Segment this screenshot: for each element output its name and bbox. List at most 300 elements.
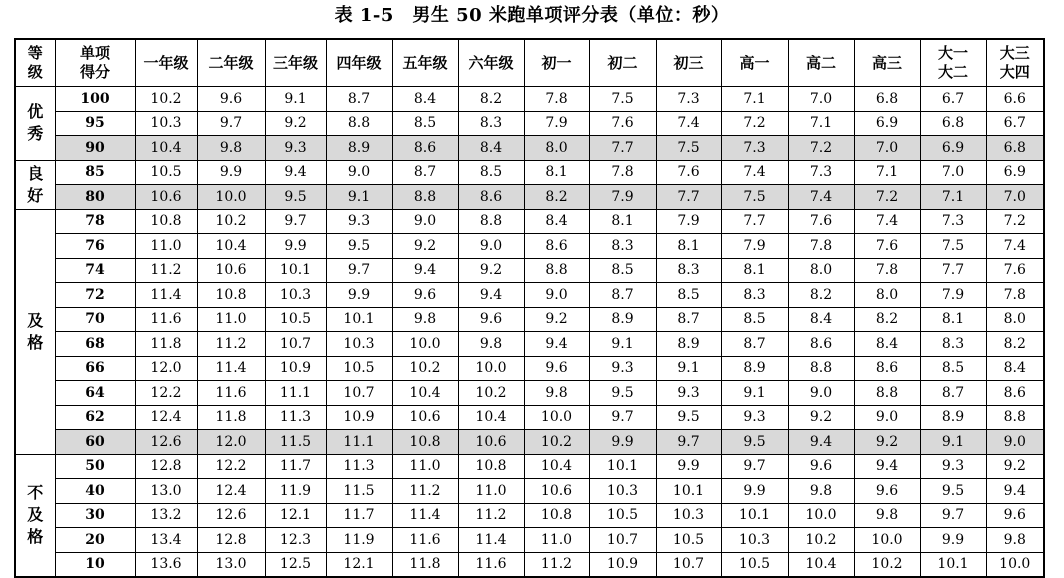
- time-cell: 8.3: [721, 283, 788, 308]
- time-cell: 13.2: [135, 503, 197, 528]
- time-cell: 9.8: [854, 503, 920, 528]
- time-cell: 8.7: [326, 87, 392, 112]
- time-cell: 8.4: [788, 307, 854, 332]
- time-cell: 7.9: [524, 111, 589, 136]
- time-cell: 7.5: [589, 87, 656, 112]
- time-cell: 10.0: [197, 185, 265, 210]
- time-cell: 7.2: [788, 136, 854, 161]
- time-cell: 9.5: [721, 430, 788, 455]
- time-cell: 9.3: [920, 454, 986, 479]
- time-cell: 8.1: [721, 258, 788, 283]
- table-row: [15, 111, 1044, 136]
- time-cell: 7.9: [920, 283, 986, 308]
- time-cell: 9.0: [458, 234, 524, 259]
- time-cell: 10.2: [854, 552, 920, 577]
- time-cell: 11.4: [458, 528, 524, 553]
- time-cell: 13.0: [135, 479, 197, 504]
- grade-header: 高一: [721, 39, 788, 87]
- time-cell: 10.0: [458, 356, 524, 381]
- time-cell: 11.9: [326, 528, 392, 553]
- time-cell: 9.3: [265, 136, 326, 161]
- time-cell: 7.2: [721, 111, 788, 136]
- time-cell: 8.8: [854, 381, 920, 406]
- time-cell: 7.4: [721, 160, 788, 185]
- time-cell: 7.6: [656, 160, 721, 185]
- time-cell: 10.8: [458, 454, 524, 479]
- time-cell: 8.2: [524, 185, 589, 210]
- time-cell: 7.3: [920, 209, 986, 234]
- time-cell: 9.0: [524, 283, 589, 308]
- time-cell: 10.1: [589, 454, 656, 479]
- time-cell: 9.1: [721, 381, 788, 406]
- time-cell: 7.1: [721, 87, 788, 112]
- time-cell: 9.2: [524, 307, 589, 332]
- time-cell: 10.7: [326, 381, 392, 406]
- time-cell: 11.3: [326, 454, 392, 479]
- time-cell: 10.8: [197, 283, 265, 308]
- time-cell: 7.0: [854, 136, 920, 161]
- time-cell: 10.2: [392, 356, 458, 381]
- score-cell: 100: [55, 87, 135, 112]
- time-cell: 7.8: [524, 87, 589, 112]
- time-cell: 10.0: [392, 332, 458, 357]
- time-cell: 13.6: [135, 552, 197, 577]
- time-cell: 9.6: [986, 503, 1044, 528]
- time-cell: 9.8: [458, 332, 524, 357]
- level-label: 良 好: [15, 160, 55, 209]
- time-cell: 8.6: [986, 381, 1044, 406]
- time-cell: 10.3: [656, 503, 721, 528]
- time-cell: 12.0: [135, 356, 197, 381]
- time-cell: 9.2: [788, 405, 854, 430]
- table-row: [15, 356, 1044, 381]
- time-cell: 9.8: [788, 479, 854, 504]
- time-cell: 8.4: [854, 332, 920, 357]
- time-cell: 12.1: [326, 552, 392, 577]
- time-cell: 10.1: [920, 552, 986, 577]
- time-cell: 8.2: [788, 283, 854, 308]
- time-cell: 13.0: [197, 552, 265, 577]
- time-cell: 7.8: [854, 258, 920, 283]
- time-cell: 8.6: [458, 185, 524, 210]
- time-cell: 9.6: [854, 479, 920, 504]
- time-cell: 10.8: [135, 209, 197, 234]
- time-cell: 9.3: [656, 381, 721, 406]
- time-cell: 8.6: [392, 136, 458, 161]
- time-cell: 9.8: [524, 381, 589, 406]
- time-cell: 10.4: [788, 552, 854, 577]
- time-cell: 7.3: [656, 87, 721, 112]
- time-cell: 11.7: [326, 503, 392, 528]
- time-cell: 9.8: [392, 307, 458, 332]
- time-cell: 9.9: [326, 283, 392, 308]
- time-cell: 9.7: [197, 111, 265, 136]
- score-cell: 80: [55, 185, 135, 210]
- time-cell: 9.1: [589, 332, 656, 357]
- time-cell: 8.7: [656, 307, 721, 332]
- time-cell: 8.8: [458, 209, 524, 234]
- table-row: [15, 430, 1044, 455]
- time-cell: 7.8: [788, 234, 854, 259]
- time-cell: 7.1: [788, 111, 854, 136]
- time-cell: 9.2: [265, 111, 326, 136]
- time-cell: 10.0: [986, 552, 1044, 577]
- time-cell: 10.2: [135, 87, 197, 112]
- grade-header: 四年级: [326, 39, 392, 87]
- time-cell: 10.7: [656, 552, 721, 577]
- time-cell: 11.5: [265, 430, 326, 455]
- time-cell: 7.1: [854, 160, 920, 185]
- time-cell: 11.9: [265, 479, 326, 504]
- time-cell: 10.2: [458, 381, 524, 406]
- time-cell: 10.5: [656, 528, 721, 553]
- grade-header: 初三: [656, 39, 721, 87]
- time-cell: 7.5: [721, 185, 788, 210]
- table-row: [15, 528, 1044, 553]
- table-row: [15, 503, 1044, 528]
- score-cell: 50: [55, 454, 135, 479]
- time-cell: 6.9: [920, 136, 986, 161]
- table-row: [15, 160, 1044, 185]
- time-cell: 11.2: [458, 503, 524, 528]
- time-cell: 9.3: [326, 209, 392, 234]
- time-cell: 8.4: [458, 136, 524, 161]
- time-cell: 7.2: [854, 185, 920, 210]
- time-cell: 7.0: [788, 87, 854, 112]
- time-cell: 11.6: [458, 552, 524, 577]
- time-cell: 8.2: [458, 87, 524, 112]
- time-cell: 7.2: [986, 209, 1044, 234]
- time-cell: 7.4: [986, 234, 1044, 259]
- table-row: [15, 479, 1044, 504]
- time-cell: 12.2: [197, 454, 265, 479]
- time-cell: 8.8: [788, 356, 854, 381]
- time-cell: 9.3: [589, 356, 656, 381]
- time-cell: 8.9: [656, 332, 721, 357]
- time-cell: 7.3: [788, 160, 854, 185]
- time-cell: 7.9: [589, 185, 656, 210]
- time-cell: 6.9: [986, 160, 1044, 185]
- time-cell: 10.5: [721, 552, 788, 577]
- time-cell: 10.4: [135, 136, 197, 161]
- time-cell: 8.1: [656, 234, 721, 259]
- table-row: [15, 234, 1044, 259]
- table-row: [15, 381, 1044, 406]
- time-cell: 9.4: [458, 283, 524, 308]
- time-cell: 8.3: [920, 332, 986, 357]
- time-cell: 9.6: [524, 356, 589, 381]
- grade-header: 一年级: [135, 39, 197, 87]
- time-cell: 8.4: [392, 87, 458, 112]
- time-cell: 7.7: [656, 185, 721, 210]
- time-cell: 8.0: [986, 307, 1044, 332]
- time-cell: 11.6: [392, 528, 458, 553]
- time-cell: 8.8: [524, 258, 589, 283]
- time-cell: 8.4: [524, 209, 589, 234]
- time-cell: 8.5: [721, 307, 788, 332]
- time-cell: 10.6: [135, 185, 197, 210]
- time-cell: 9.6: [788, 454, 854, 479]
- table-row: [15, 87, 1044, 112]
- time-cell: 9.2: [854, 430, 920, 455]
- time-cell: 8.3: [589, 234, 656, 259]
- time-cell: 10.5: [326, 356, 392, 381]
- time-cell: 8.9: [920, 405, 986, 430]
- time-cell: 9.0: [788, 381, 854, 406]
- time-cell: 11.8: [197, 405, 265, 430]
- time-cell: 9.4: [392, 258, 458, 283]
- time-cell: 10.3: [265, 283, 326, 308]
- time-cell: 8.5: [589, 258, 656, 283]
- time-cell: 9.9: [265, 234, 326, 259]
- level-column-header: 等 级: [15, 39, 55, 87]
- time-cell: 9.5: [920, 479, 986, 504]
- time-cell: 8.1: [589, 209, 656, 234]
- level-label: 不 及 格: [15, 454, 55, 577]
- time-cell: 9.7: [265, 209, 326, 234]
- time-cell: 9.7: [589, 405, 656, 430]
- time-cell: 9.9: [197, 160, 265, 185]
- time-cell: 10.1: [326, 307, 392, 332]
- time-cell: 9.8: [986, 528, 1044, 553]
- time-cell: 10.3: [326, 332, 392, 357]
- time-cell: 8.9: [326, 136, 392, 161]
- time-cell: 11.0: [392, 454, 458, 479]
- score-cell: 72: [55, 283, 135, 308]
- time-cell: 8.6: [854, 356, 920, 381]
- time-cell: 11.2: [524, 552, 589, 577]
- time-cell: 9.5: [265, 185, 326, 210]
- time-cell: 6.8: [920, 111, 986, 136]
- score-cell: 60: [55, 430, 135, 455]
- time-cell: 9.4: [524, 332, 589, 357]
- time-cell: 12.6: [197, 503, 265, 528]
- grade-header: 六年级: [458, 39, 524, 87]
- time-cell: 11.2: [197, 332, 265, 357]
- time-cell: 9.9: [656, 454, 721, 479]
- time-cell: 12.8: [135, 454, 197, 479]
- time-cell: 8.9: [589, 307, 656, 332]
- time-cell: 10.6: [392, 405, 458, 430]
- time-cell: 8.2: [854, 307, 920, 332]
- time-cell: 7.9: [721, 234, 788, 259]
- time-cell: 8.7: [920, 381, 986, 406]
- table-row: [15, 332, 1044, 357]
- time-cell: 10.4: [524, 454, 589, 479]
- time-cell: 11.4: [392, 503, 458, 528]
- score-cell: 62: [55, 405, 135, 430]
- time-cell: 9.0: [986, 430, 1044, 455]
- time-cell: 8.5: [392, 111, 458, 136]
- time-cell: 9.4: [788, 430, 854, 455]
- time-cell: 7.5: [920, 234, 986, 259]
- time-cell: 8.8: [392, 185, 458, 210]
- time-cell: 8.7: [392, 160, 458, 185]
- time-cell: 6.8: [986, 136, 1044, 161]
- time-cell: 10.6: [458, 430, 524, 455]
- time-cell: 9.2: [986, 454, 1044, 479]
- score-cell: 90: [55, 136, 135, 161]
- score-cell: 70: [55, 307, 135, 332]
- score-cell: 76: [55, 234, 135, 259]
- table-row: [15, 405, 1044, 430]
- grade-header: 高三: [854, 39, 920, 87]
- score-cell: 95: [55, 111, 135, 136]
- time-cell: 11.1: [265, 381, 326, 406]
- grade-header: 高二: [788, 39, 854, 87]
- time-cell: 9.2: [392, 234, 458, 259]
- time-cell: 12.1: [265, 503, 326, 528]
- time-cell: 9.9: [721, 479, 788, 504]
- time-cell: 6.8: [854, 87, 920, 112]
- time-cell: 10.2: [197, 209, 265, 234]
- score-cell: 66: [55, 356, 135, 381]
- time-cell: 10.0: [524, 405, 589, 430]
- time-cell: 9.9: [589, 430, 656, 455]
- time-cell: 9.7: [326, 258, 392, 283]
- time-cell: 10.9: [326, 405, 392, 430]
- table-row: [15, 258, 1044, 283]
- time-cell: 9.1: [920, 430, 986, 455]
- table-row: [15, 136, 1044, 161]
- time-cell: 9.1: [326, 185, 392, 210]
- time-cell: 9.7: [721, 454, 788, 479]
- time-cell: 7.6: [589, 111, 656, 136]
- time-cell: 10.3: [721, 528, 788, 553]
- time-cell: 10.5: [135, 160, 197, 185]
- time-cell: 10.7: [589, 528, 656, 553]
- time-cell: 10.4: [197, 234, 265, 259]
- time-cell: 10.7: [265, 332, 326, 357]
- time-cell: 10.2: [788, 528, 854, 553]
- time-cell: 7.0: [986, 185, 1044, 210]
- time-cell: 9.2: [458, 258, 524, 283]
- time-cell: 12.4: [135, 405, 197, 430]
- time-cell: 8.3: [656, 258, 721, 283]
- time-cell: 10.0: [788, 503, 854, 528]
- time-cell: 6.7: [920, 87, 986, 112]
- time-cell: 12.3: [265, 528, 326, 553]
- time-cell: 10.4: [458, 405, 524, 430]
- time-cell: 10.3: [589, 479, 656, 504]
- header-row: [15, 39, 1044, 87]
- time-cell: 8.8: [986, 405, 1044, 430]
- time-cell: 10.2: [524, 430, 589, 455]
- time-cell: 11.0: [135, 234, 197, 259]
- time-cell: 8.0: [788, 258, 854, 283]
- time-cell: 9.6: [197, 87, 265, 112]
- time-cell: 8.6: [524, 234, 589, 259]
- time-cell: 7.4: [656, 111, 721, 136]
- time-cell: 10.3: [135, 111, 197, 136]
- table-row: [15, 307, 1044, 332]
- time-cell: 10.0: [854, 528, 920, 553]
- table-row: [15, 552, 1044, 577]
- time-cell: 11.5: [326, 479, 392, 504]
- time-cell: 8.5: [458, 160, 524, 185]
- time-cell: 10.1: [265, 258, 326, 283]
- time-cell: 7.7: [920, 258, 986, 283]
- time-cell: 6.6: [986, 87, 1044, 112]
- time-cell: 8.2: [986, 332, 1044, 357]
- time-cell: 11.7: [265, 454, 326, 479]
- time-cell: 11.4: [135, 283, 197, 308]
- time-cell: 9.5: [589, 381, 656, 406]
- college-header-1-2: 大一 大二: [920, 39, 986, 87]
- time-cell: 10.6: [524, 479, 589, 504]
- score-table: [14, 38, 1045, 578]
- time-cell: 13.4: [135, 528, 197, 553]
- table-row: [15, 283, 1044, 308]
- time-cell: 11.8: [135, 332, 197, 357]
- time-cell: 11.3: [265, 405, 326, 430]
- college-header-3-4: 大三 大四: [986, 39, 1044, 87]
- time-cell: 11.0: [197, 307, 265, 332]
- time-cell: 10.5: [589, 503, 656, 528]
- score-cell: 85: [55, 160, 135, 185]
- time-cell: 10.9: [265, 356, 326, 381]
- time-cell: 9.1: [265, 87, 326, 112]
- time-cell: 7.6: [788, 209, 854, 234]
- score-cell: 30: [55, 503, 135, 528]
- time-cell: 10.4: [392, 381, 458, 406]
- time-cell: 10.1: [721, 503, 788, 528]
- time-cell: 7.1: [920, 185, 986, 210]
- time-cell: 9.6: [458, 307, 524, 332]
- time-cell: 7.4: [788, 185, 854, 210]
- time-cell: 9.9: [920, 528, 986, 553]
- time-cell: 8.1: [524, 160, 589, 185]
- time-cell: 9.6: [392, 283, 458, 308]
- time-cell: 12.8: [197, 528, 265, 553]
- time-cell: 9.0: [854, 405, 920, 430]
- time-cell: 11.1: [326, 430, 392, 455]
- time-cell: 7.8: [986, 283, 1044, 308]
- time-cell: 9.4: [854, 454, 920, 479]
- time-cell: 12.6: [135, 430, 197, 455]
- time-cell: 7.6: [854, 234, 920, 259]
- time-cell: 9.3: [721, 405, 788, 430]
- time-cell: 12.4: [197, 479, 265, 504]
- time-cell: 8.0: [854, 283, 920, 308]
- time-cell: 7.7: [589, 136, 656, 161]
- table-body: [15, 87, 1044, 578]
- time-cell: 8.4: [986, 356, 1044, 381]
- level-label: 及 格: [15, 209, 55, 454]
- time-cell: 9.8: [197, 136, 265, 161]
- time-cell: 7.7: [721, 209, 788, 234]
- time-cell: 8.5: [656, 283, 721, 308]
- time-cell: 11.8: [392, 552, 458, 577]
- time-cell: 8.0: [524, 136, 589, 161]
- time-cell: 7.4: [854, 209, 920, 234]
- level-label: 优 秀: [15, 87, 55, 161]
- score-cell: 10: [55, 552, 135, 577]
- time-cell: 7.9: [656, 209, 721, 234]
- table-row: [15, 209, 1044, 234]
- time-cell: 7.6: [986, 258, 1044, 283]
- time-cell: 7.0: [920, 160, 986, 185]
- time-cell: 10.8: [392, 430, 458, 455]
- time-cell: 11.0: [524, 528, 589, 553]
- time-cell: 8.7: [589, 283, 656, 308]
- time-cell: 9.5: [656, 405, 721, 430]
- table-caption: 表 1-5 男生 50 米跑单项评分表（单位：秒）: [334, 5, 730, 26]
- time-cell: 9.1: [656, 356, 721, 381]
- time-cell: 8.3: [458, 111, 524, 136]
- score-cell: 64: [55, 381, 135, 406]
- time-cell: 11.2: [135, 258, 197, 283]
